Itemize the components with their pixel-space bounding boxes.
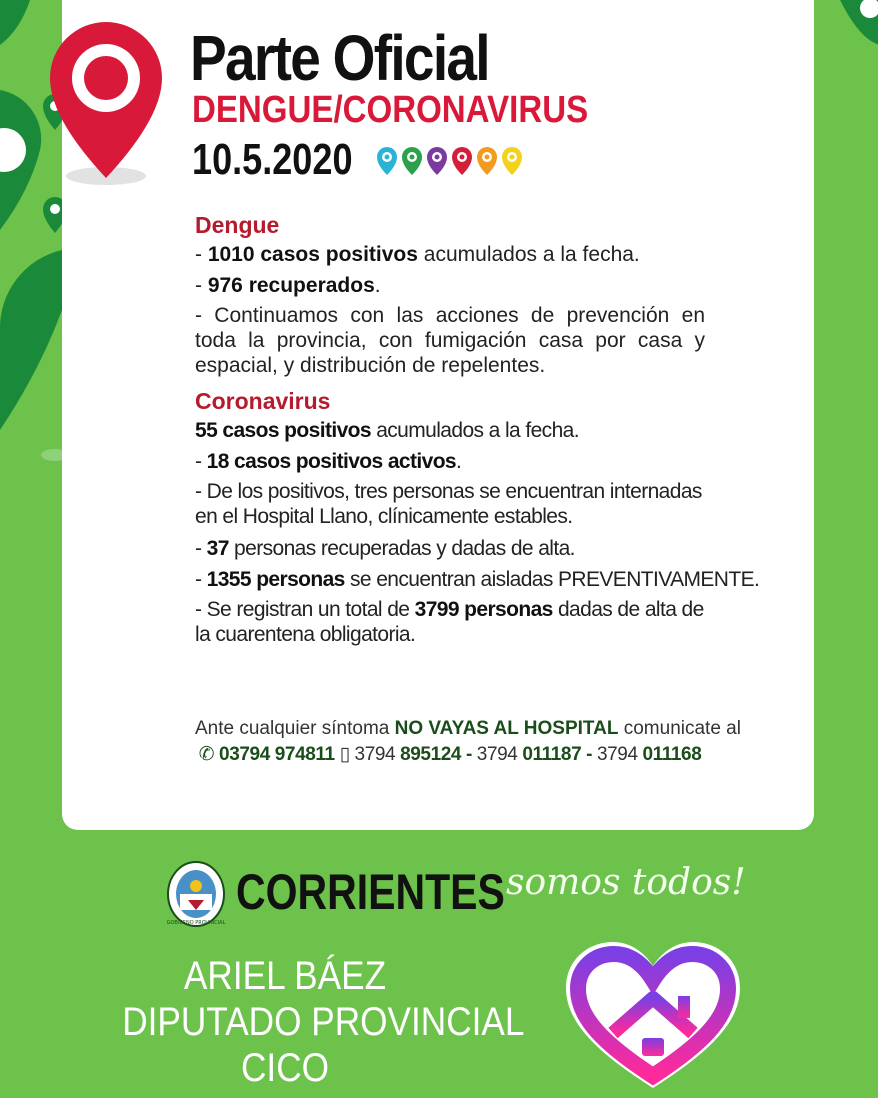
- brand-name: CORRIENTES: [236, 864, 505, 920]
- deputy-name: ARIEL BÁEZ: [183, 954, 387, 998]
- background-large-pin-icon: [0, 250, 70, 470]
- province-seal-icon: [166, 856, 226, 928]
- covid-recovered: - 37 personas recuperadas y dadas de alta.: [195, 537, 575, 560]
- covid-active-cases: - 18 casos positivos activos.: [195, 450, 462, 473]
- contact-info: [195, 716, 741, 768]
- covid-isolated: - 1355 personas se encuentran aisladas PREVENTIVAMENTE.: [195, 568, 760, 591]
- dengue-section-title: Dengue: [195, 212, 280, 238]
- page-title: Parte Oficial: [190, 22, 489, 94]
- location-pin-icon: [46, 18, 166, 188]
- phone-main[interactable]: 03794 974811: [219, 744, 335, 765]
- corrientes-brand: [166, 856, 564, 928]
- small-pin-icon: [401, 146, 423, 176]
- phone-3[interactable]: 011168: [642, 744, 702, 765]
- colored-pins-row: [376, 146, 523, 176]
- phone-2[interactable]: 011187: [522, 744, 582, 765]
- small-pin-icon: [476, 146, 498, 176]
- seal-text: GOBIERNO PROVINCIAL: [166, 920, 226, 926]
- background-corner-pin-icon: [820, 0, 878, 60]
- small-pin-icon: [451, 146, 473, 176]
- mobile-icon: ▯: [339, 744, 350, 765]
- phone-icon: ✆: [198, 744, 215, 765]
- heart-house-logo-icon: [558, 938, 748, 1098]
- report-body: [195, 212, 760, 653]
- dengue-recovered: - 976 recuperados.: [195, 274, 381, 297]
- dengue-prevention: - Continuamos con las acciones de prevención en toda la provincia, con fumigación casa por casa y espacial, y distribución de repelentes.: [195, 304, 705, 377]
- small-pin-icon: [501, 146, 523, 176]
- page-subtitle: DENGUE/CORONAVIRUS: [192, 89, 589, 131]
- covid-quarantine-released: - Se registran un total de 3799 personas dadas de alta de la cuarentena obligatoria.: [195, 598, 704, 646]
- covid-positive-cases: 55 casos positivos acumulados a la fecha.: [195, 419, 579, 442]
- dengue-positive-cases: - 1010 casos positivos acumulados a la fecha.: [195, 243, 640, 266]
- small-pin-icon: [426, 146, 448, 176]
- contact-message: Ante cualquier síntoma NO VAYAS AL HOSPITAL comunicate al: [195, 718, 741, 739]
- covid-hospitalized: - De los positivos, tres personas se encuentran internadas en el Hospital Llano, clínicamente estables.: [195, 480, 702, 528]
- deputy-credit: [122, 953, 525, 1091]
- deputy-extra: CICO: [241, 1046, 329, 1090]
- report-date: 10.5.2020: [192, 135, 353, 184]
- deputy-role: DIPUTADO PROVINCIAL: [122, 1000, 525, 1044]
- phone-1[interactable]: 895124: [400, 744, 462, 765]
- brand-tagline: somos todos!: [506, 862, 746, 903]
- phone-numbers: ✆ 03794 974811 ▯ 3794 895124 - 3794 011187 - 3794 011168: [198, 744, 702, 765]
- small-pin-icon: [376, 146, 398, 176]
- coronavirus-section-title: Coronavirus: [195, 388, 331, 414]
